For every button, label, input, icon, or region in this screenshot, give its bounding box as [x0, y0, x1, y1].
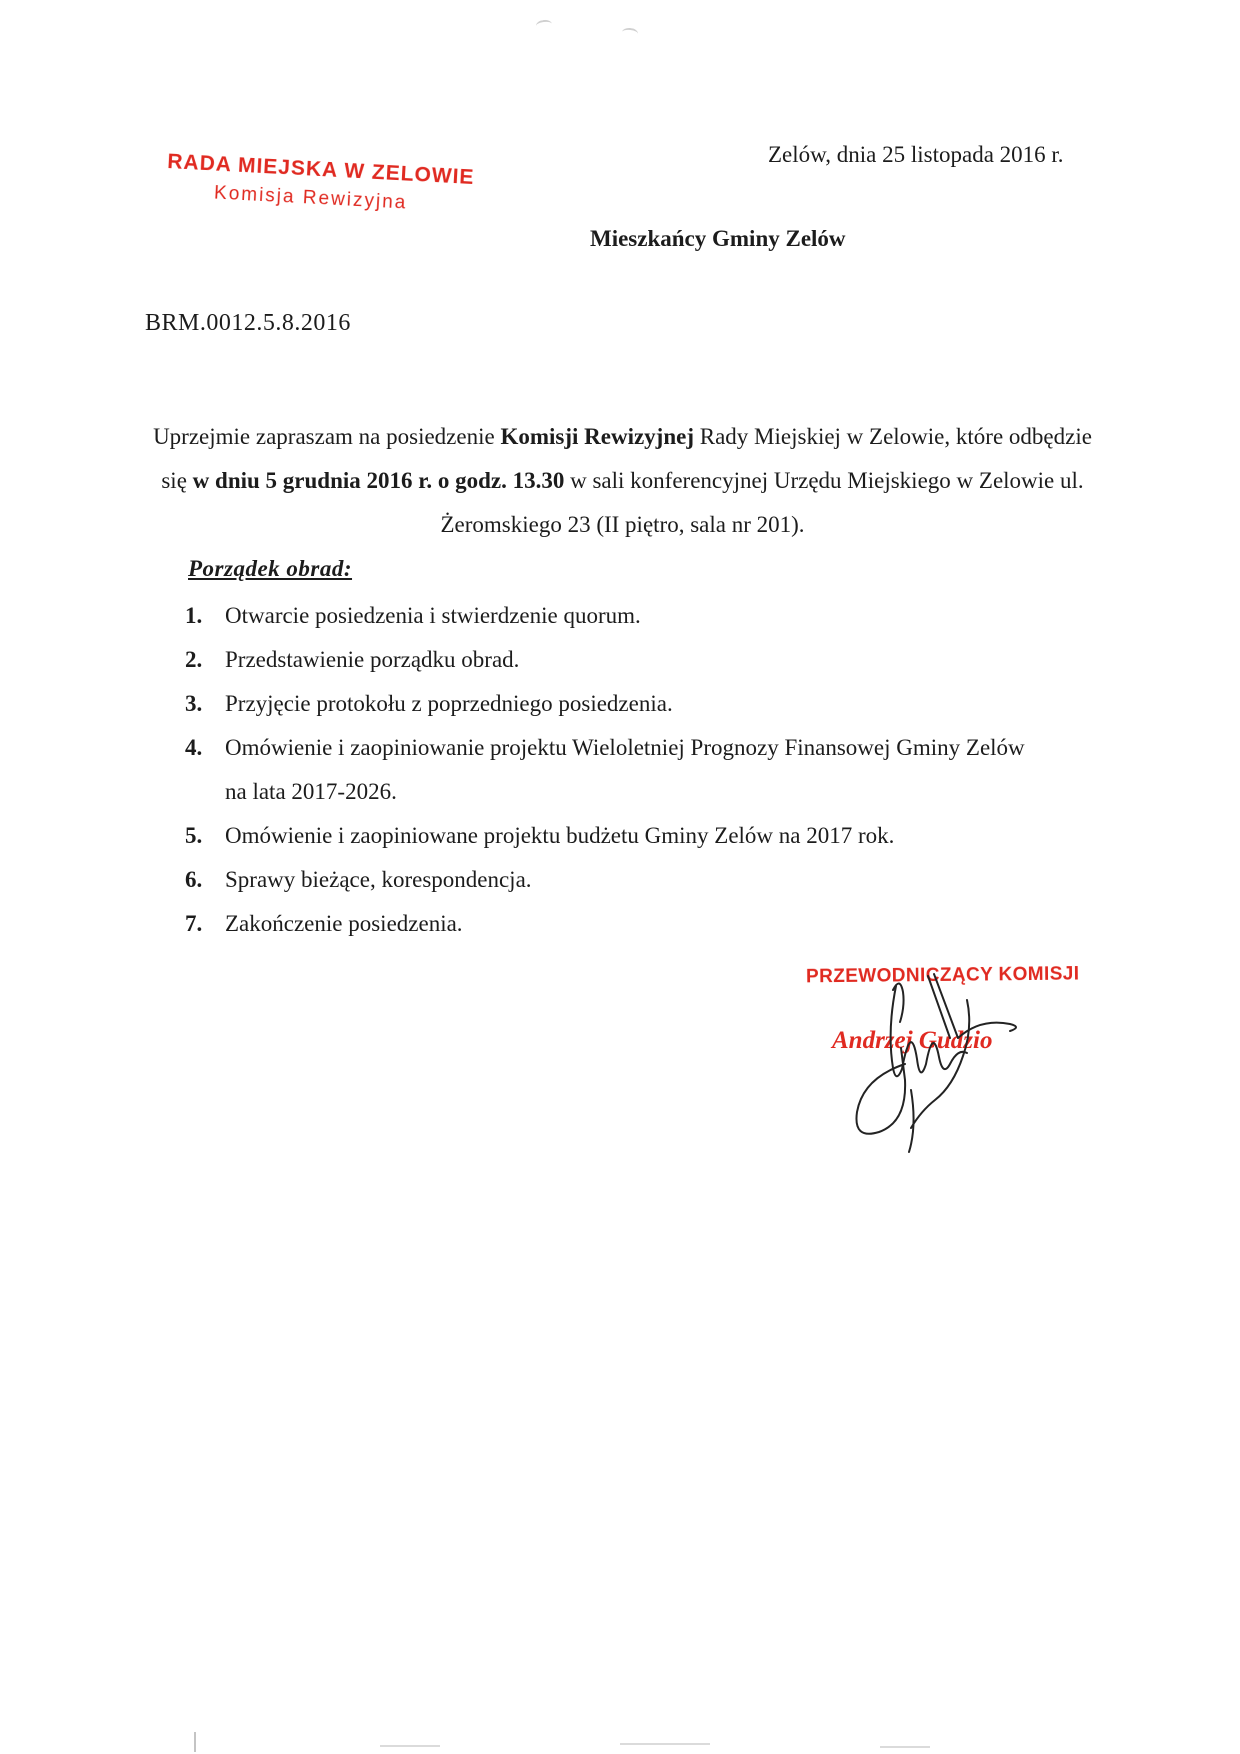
committee-stamp	[165, 150, 476, 217]
intro-bold-segment: w dniu 5 grudnia 2016 r. o godz. 13.30	[192, 468, 565, 493]
chairman-stamp-name: Andrzej Gudzio	[832, 1027, 993, 1054]
agenda-item-number: 3.	[185, 691, 203, 716]
agenda-item-text: Omówienie i zaopiniowane projektu budżetu Gminy Zelów na 2017 rok.	[225, 823, 895, 848]
agenda-item	[185, 902, 1030, 946]
intro-bold-segment: Komisji Rewizyjnej	[500, 424, 694, 449]
agenda-item	[185, 682, 1030, 726]
agenda-item-number: 6.	[185, 867, 203, 892]
agenda-item	[185, 726, 1030, 814]
addressee: Mieszkańcy Gminy Zelów	[590, 226, 846, 251]
signature-block	[805, 963, 1080, 1054]
signature-ink-svg	[810, 972, 1040, 1172]
agenda-item-text: Zakończenie posiedzenia.	[225, 911, 463, 936]
stamp-line-1: RADA MIEJSKA W ZELOWIE	[166, 150, 476, 190]
agenda-item	[185, 814, 1030, 858]
agenda-item-text: Sprawy bieżące, korespondencja.	[225, 867, 532, 892]
intro-segment: w sali konferencyjnej Urzędu Miejskiego w Zelowie ul. Żeromskiego 23 (II piętro, sala nr 201).	[440, 468, 1084, 537]
date-line: Zelów, dnia 25 listopada 2016 r.	[768, 142, 1064, 167]
agenda-item-number: 5.	[185, 823, 203, 848]
intro-paragraph	[150, 415, 1095, 547]
intro-segment: Rady Miejskiej w Zelowie, które odbędzie się	[161, 424, 1092, 493]
agenda-list	[185, 594, 1030, 946]
agenda-item-text: Przyjęcie protokołu z poprzedniego posiedzenia.	[225, 691, 673, 716]
handwritten-signature	[810, 972, 1040, 1172]
scan-artifact-speck-2	[620, 1743, 710, 1745]
intro-segment: Uprzejmie zapraszam na posiedzenie	[153, 424, 501, 449]
reference-number: BRM.0012.5.8.2016	[145, 310, 351, 336]
scan-artifact-speck-3	[880, 1746, 930, 1748]
agenda-item-text: Przedstawienie porządku obrad.	[225, 647, 520, 672]
chairman-stamp-title: PRZEWODNICZĄCY KOMISJI	[805, 963, 1080, 988]
scan-artifact-top-1	[535, 19, 552, 31]
stamp-line-2: Komisja Rewizyjna	[213, 182, 408, 214]
agenda-item-number: 4.	[185, 735, 203, 760]
agenda-item	[185, 858, 1030, 902]
agenda-item	[185, 638, 1030, 682]
agenda-item-text: Omówienie i zaopiniowanie projektu Wieloletniej Prognozy Finansowej Gminy Zelów na lata 2017-2026.	[225, 735, 1025, 804]
scan-artifact-top-2	[622, 27, 639, 39]
agenda-item-number: 2.	[185, 647, 203, 672]
scan-artifact-tick	[194, 1732, 196, 1752]
scan-artifact-speck-1	[380, 1745, 440, 1747]
agenda-item-number: 7.	[185, 911, 203, 936]
agenda-item-text: Otwarcie posiedzenia i stwierdzenie quorum.	[225, 603, 641, 628]
agenda-item-number: 1.	[185, 603, 203, 628]
agenda-heading: Porządek obrad:	[188, 556, 353, 581]
agenda-item	[185, 594, 1030, 638]
